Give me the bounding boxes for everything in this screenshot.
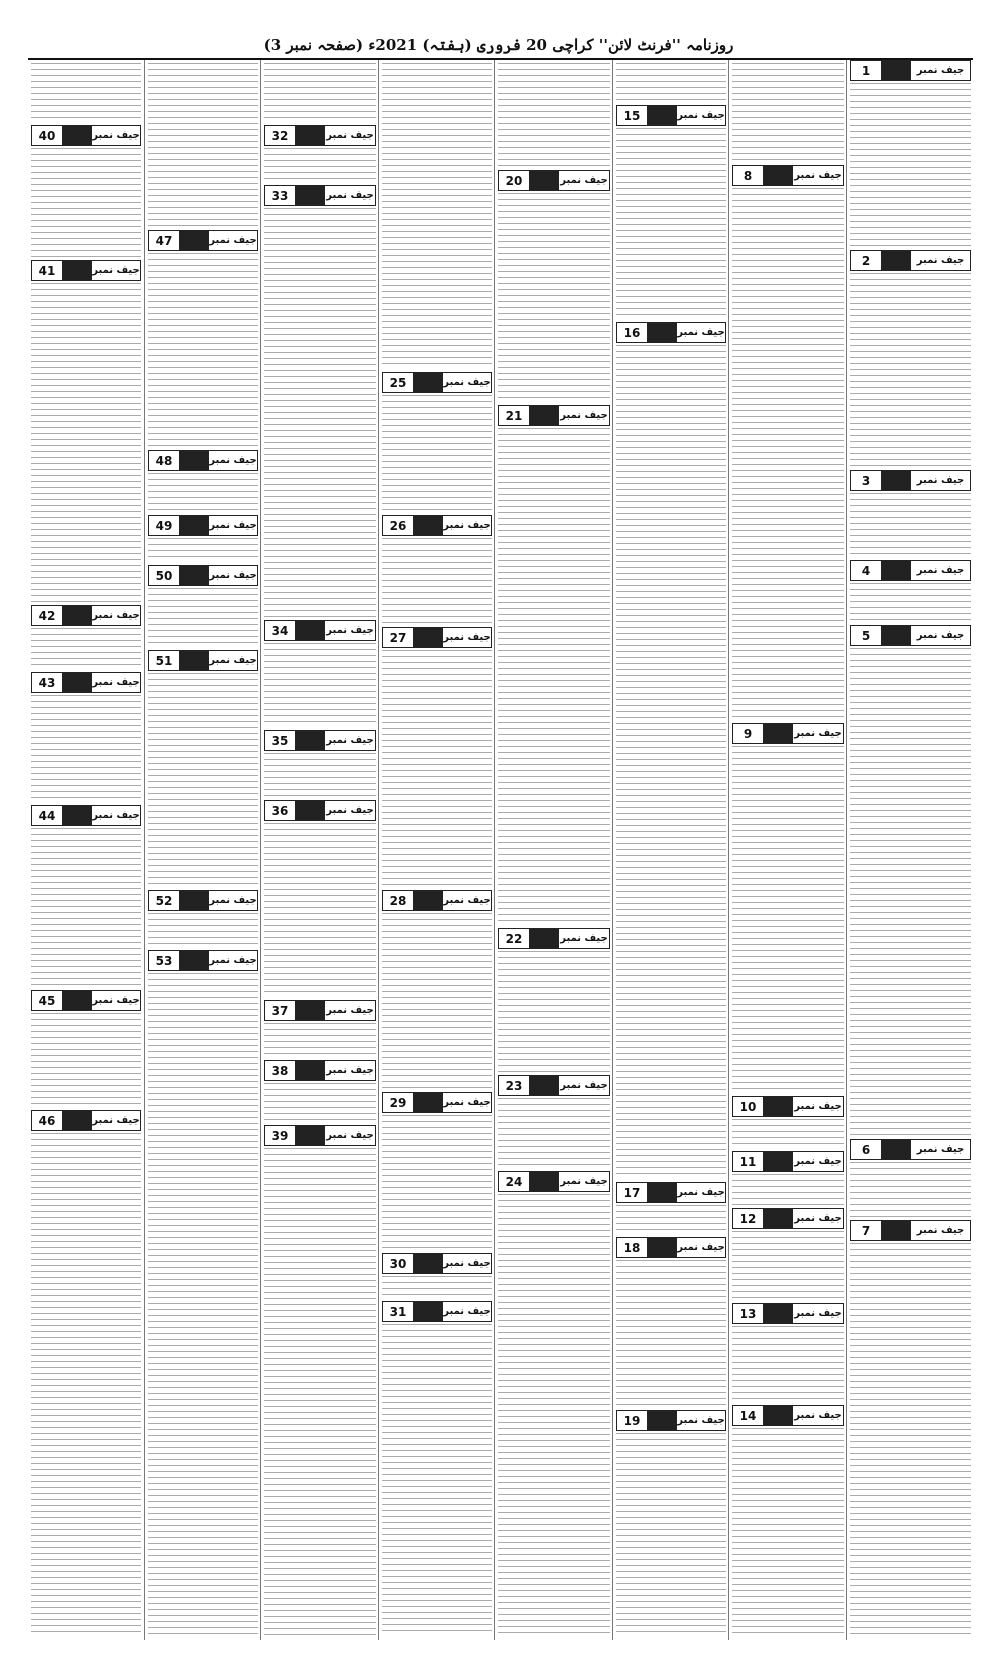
header-bar xyxy=(413,891,443,910)
notice-label: جیف نمبر xyxy=(443,1258,491,1269)
notice-label: جیف نمبر xyxy=(209,570,257,581)
notice-number: 3 xyxy=(861,473,871,488)
notice-label: جیف نمبر xyxy=(677,327,725,338)
notice-header-49 xyxy=(148,515,258,536)
text-block xyxy=(264,1083,376,1122)
header-bar xyxy=(62,606,92,625)
text-block xyxy=(264,63,376,122)
header-bar xyxy=(763,1406,793,1425)
header-bar xyxy=(763,166,793,185)
column-1 xyxy=(28,60,144,1640)
notice-label: جیف نمبر xyxy=(916,1225,965,1236)
notice-label: جیف نمبر xyxy=(209,655,257,666)
notice-header-6 xyxy=(850,1139,971,1160)
notice-label: جیف نمبر xyxy=(677,110,725,121)
notice-number: 6 xyxy=(861,1142,871,1157)
notice-number: 46 xyxy=(38,1113,56,1128)
notice-header-40 xyxy=(31,125,141,146)
notice-number: 52 xyxy=(155,893,173,908)
notice-number: 26 xyxy=(389,518,407,533)
text-block xyxy=(264,1023,376,1057)
column-6 xyxy=(612,60,729,1640)
notice-label: جیف نمبر xyxy=(326,625,374,636)
notice-label: جیف نمبر xyxy=(916,475,965,486)
notice-header-13 xyxy=(732,1303,844,1324)
text-block xyxy=(31,148,141,257)
header-bar xyxy=(881,561,911,580)
notice-number: 50 xyxy=(155,568,173,583)
notice-number: 33 xyxy=(271,188,289,203)
text-block xyxy=(498,193,610,402)
text-block xyxy=(732,1174,844,1205)
header-bar xyxy=(62,126,92,145)
notice-number: 16 xyxy=(623,325,641,340)
notice-header-48 xyxy=(148,450,258,471)
text-block xyxy=(31,628,141,669)
header-bar xyxy=(179,451,209,470)
text-block xyxy=(850,83,971,247)
notice-header-29 xyxy=(382,1092,492,1113)
text-block xyxy=(31,1013,141,1107)
notice-number: 31 xyxy=(389,1304,407,1319)
notice-number: 51 xyxy=(155,653,173,668)
notice-label: جیف نمبر xyxy=(794,1213,842,1224)
text-block xyxy=(616,128,726,319)
notice-label: جیف نمبر xyxy=(916,630,965,641)
header-bar xyxy=(647,1411,677,1430)
text-block xyxy=(616,345,726,1179)
notice-label: جیف نمبر xyxy=(92,1115,140,1126)
text-block xyxy=(732,63,844,162)
notice-header-20 xyxy=(498,170,610,191)
notice-header-28 xyxy=(382,890,492,911)
notice-header-11 xyxy=(732,1151,844,1172)
notice-label: جیف نمبر xyxy=(560,410,608,421)
notice-number: 45 xyxy=(38,993,56,1008)
text-block xyxy=(31,283,141,602)
notice-label: جیف نمبر xyxy=(209,235,257,246)
header-bar xyxy=(881,471,911,490)
notice-number: 35 xyxy=(271,733,289,748)
text-block xyxy=(850,1243,971,1635)
notice-header-26 xyxy=(382,515,492,536)
notice-header-33 xyxy=(264,185,376,206)
notice-header-39 xyxy=(264,1125,376,1146)
header-bar xyxy=(413,516,443,535)
notice-header-10 xyxy=(732,1096,844,1117)
notice-number: 4 xyxy=(861,563,871,578)
notice-header-53 xyxy=(148,950,258,971)
notice-number: 44 xyxy=(38,808,56,823)
columns-area xyxy=(28,60,973,1640)
text-block xyxy=(498,1098,610,1168)
notice-header-36 xyxy=(264,800,376,821)
notice-label: جیف نمبر xyxy=(916,255,965,266)
notice-number: 21 xyxy=(505,408,523,423)
notice-number: 40 xyxy=(38,128,56,143)
column-3 xyxy=(260,60,379,1640)
text-block xyxy=(498,951,610,1072)
notice-header-34 xyxy=(264,620,376,641)
header-bar xyxy=(529,929,559,948)
notice-label: جیف نمبر xyxy=(443,520,491,531)
notice-header-47 xyxy=(148,230,258,251)
text-block xyxy=(616,1205,726,1234)
header-bar xyxy=(179,231,209,250)
header-bar xyxy=(413,1302,443,1321)
notice-number: 8 xyxy=(743,168,753,183)
notice-number: 12 xyxy=(739,1211,757,1226)
notice-header-22 xyxy=(498,928,610,949)
notice-header-7 xyxy=(850,1220,971,1241)
text-block xyxy=(264,148,376,182)
header-bar xyxy=(529,1076,559,1095)
notice-header-1 xyxy=(850,60,971,81)
text-block xyxy=(382,63,492,369)
header-bar xyxy=(413,1093,443,1112)
header-bar xyxy=(763,1152,793,1171)
notice-number: 5 xyxy=(861,628,871,643)
notice-number: 49 xyxy=(155,518,173,533)
text-block xyxy=(148,473,258,512)
notice-header-5 xyxy=(850,625,971,646)
text-block xyxy=(382,1115,492,1250)
header-bar xyxy=(763,1097,793,1116)
notice-number: 20 xyxy=(505,173,523,188)
notice-header-17 xyxy=(616,1182,726,1203)
header-bar xyxy=(295,621,325,640)
header-bar xyxy=(881,1221,911,1240)
text-block xyxy=(31,1133,141,1635)
column-8 xyxy=(846,60,974,1640)
notice-label: جیف نمبر xyxy=(794,728,842,739)
notice-number: 15 xyxy=(623,108,641,123)
column-7 xyxy=(728,60,847,1640)
notice-header-9 xyxy=(732,723,844,744)
text-block xyxy=(264,753,376,797)
header-bar xyxy=(295,731,325,750)
notice-header-15 xyxy=(616,105,726,126)
notice-number: 29 xyxy=(389,1095,407,1110)
text-block xyxy=(148,253,258,447)
notice-label: جیف نمبر xyxy=(560,1080,608,1091)
header-bar xyxy=(295,801,325,820)
notice-number: 23 xyxy=(505,1078,523,1093)
header-bar xyxy=(529,406,559,425)
notice-number: 24 xyxy=(505,1174,523,1189)
notice-label: جیف نمبر xyxy=(92,677,140,688)
notice-header-3 xyxy=(850,470,971,491)
header-bar xyxy=(62,1111,92,1130)
notice-label: جیف نمبر xyxy=(794,1101,842,1112)
header-bar xyxy=(413,373,443,392)
header-bar xyxy=(647,323,677,342)
notice-label: جیف نمبر xyxy=(443,1097,491,1108)
notice-number: 37 xyxy=(271,1003,289,1018)
notice-label: جیف نمبر xyxy=(560,175,608,186)
header-bar xyxy=(647,1183,677,1202)
notice-label: جیف نمبر xyxy=(209,455,257,466)
notice-header-43 xyxy=(31,672,141,693)
text-block xyxy=(498,63,610,167)
notice-label: جیف نمبر xyxy=(560,1176,608,1187)
notice-header-12 xyxy=(732,1208,844,1229)
notice-number: 39 xyxy=(271,1128,289,1143)
notice-number: 47 xyxy=(155,233,173,248)
notice-number: 30 xyxy=(389,1256,407,1271)
notice-label: جیف نمبر xyxy=(326,735,374,746)
header-bar xyxy=(647,106,677,125)
header-bar xyxy=(413,1254,443,1273)
notice-header-38 xyxy=(264,1060,376,1081)
notice-header-42 xyxy=(31,605,141,626)
header-bar xyxy=(62,806,92,825)
notice-header-45 xyxy=(31,990,141,1011)
notice-label: جیف نمبر xyxy=(92,265,140,276)
notice-number: 43 xyxy=(38,675,56,690)
notice-number: 42 xyxy=(38,608,56,623)
text-block xyxy=(148,673,258,887)
text-block xyxy=(31,828,141,987)
header-bar xyxy=(881,61,911,80)
notice-header-21 xyxy=(498,405,610,426)
notice-label: جیف نمبر xyxy=(92,130,140,141)
notice-number: 11 xyxy=(739,1154,757,1169)
notice-header-31 xyxy=(382,1301,492,1322)
header-bar xyxy=(295,126,325,145)
text-block xyxy=(382,1324,492,1635)
notice-label: جیف نمبر xyxy=(794,1156,842,1167)
text-block xyxy=(264,208,376,617)
header-bar xyxy=(179,566,209,585)
notice-label: جیف نمبر xyxy=(794,170,842,181)
text-block xyxy=(382,538,492,624)
text-block xyxy=(850,273,971,467)
notice-header-32 xyxy=(264,125,376,146)
notice-number: 41 xyxy=(38,263,56,278)
header-bar xyxy=(413,628,443,647)
notice-number: 38 xyxy=(271,1063,289,1078)
notice-label: جیف نمبر xyxy=(794,1308,842,1319)
notice-label: جیف نمبر xyxy=(326,1005,374,1016)
text-block xyxy=(148,913,258,947)
text-block xyxy=(264,1148,376,1635)
notice-number: 2 xyxy=(861,253,871,268)
header-bar xyxy=(295,1061,325,1080)
notice-label: جیف نمبر xyxy=(677,1242,725,1253)
text-block xyxy=(382,650,492,887)
text-block xyxy=(382,1276,492,1298)
text-block xyxy=(732,1428,844,1635)
notice-number: 22 xyxy=(505,931,523,946)
text-block xyxy=(382,395,492,512)
text-block xyxy=(732,1119,844,1148)
notice-number: 13 xyxy=(739,1306,757,1321)
column-4 xyxy=(378,60,495,1640)
text-block xyxy=(264,643,376,727)
notice-label: جیف نمبر xyxy=(677,1415,725,1426)
text-block xyxy=(498,1194,610,1635)
header-bar xyxy=(881,626,911,645)
notice-header-44 xyxy=(31,805,141,826)
text-block xyxy=(382,913,492,1089)
notice-label: جیف نمبر xyxy=(209,955,257,966)
notice-header-19 xyxy=(616,1410,726,1431)
text-block xyxy=(850,493,971,557)
notice-label: جیف نمبر xyxy=(443,1306,491,1317)
notice-label: جیف نمبر xyxy=(443,377,491,388)
header-bar xyxy=(179,516,209,535)
notice-header-8 xyxy=(732,165,844,186)
notice-header-16 xyxy=(616,322,726,343)
notice-label: جیف نمبر xyxy=(916,65,965,76)
text-block xyxy=(850,583,971,622)
text-block xyxy=(148,63,258,227)
notice-label: جیف نمبر xyxy=(326,805,374,816)
header-bar xyxy=(763,1304,793,1323)
notice-number: 36 xyxy=(271,803,289,818)
notice-header-14 xyxy=(732,1405,844,1426)
notice-label: جیف نمبر xyxy=(92,610,140,621)
notice-number: 1 xyxy=(861,63,871,78)
notice-header-24 xyxy=(498,1171,610,1192)
notice-number: 53 xyxy=(155,953,173,968)
notice-label: جیف نمبر xyxy=(209,895,257,906)
text-block xyxy=(732,1326,844,1402)
text-block xyxy=(616,63,726,102)
notice-number: 17 xyxy=(623,1185,641,1200)
notice-header-23 xyxy=(498,1075,610,1096)
notice-label: جیف نمبر xyxy=(916,1144,965,1155)
notice-label: جیف نمبر xyxy=(916,565,965,576)
header-bar xyxy=(763,724,793,743)
notice-number: 32 xyxy=(271,128,289,143)
header-bar xyxy=(179,951,209,970)
notice-number: 7 xyxy=(861,1223,871,1238)
header-bar xyxy=(295,1001,325,1020)
column-5 xyxy=(494,60,613,1640)
notice-header-25 xyxy=(382,372,492,393)
notice-number: 27 xyxy=(389,630,407,645)
notice-header-41 xyxy=(31,260,141,281)
notice-label: جیف نمبر xyxy=(560,933,608,944)
notice-label: جیف نمبر xyxy=(443,632,491,643)
notice-label: جیف نمبر xyxy=(326,190,374,201)
header-bar xyxy=(295,1126,325,1145)
header-bar xyxy=(62,673,92,692)
notice-number: 25 xyxy=(389,375,407,390)
text-block xyxy=(732,188,844,720)
notice-number: 48 xyxy=(155,453,173,468)
text-block xyxy=(732,1231,844,1300)
notice-header-46 xyxy=(31,1110,141,1131)
header-bar xyxy=(881,251,911,270)
column-2 xyxy=(144,60,261,1640)
notice-header-2 xyxy=(850,250,971,271)
notice-label: جیف نمبر xyxy=(209,520,257,531)
text-block xyxy=(31,695,141,802)
notice-number: 34 xyxy=(271,623,289,638)
text-block xyxy=(616,1433,726,1635)
header-bar xyxy=(295,186,325,205)
header-bar xyxy=(529,1172,559,1191)
text-block xyxy=(498,428,610,925)
notice-label: جیف نمبر xyxy=(326,1130,374,1141)
notice-number: 9 xyxy=(743,726,753,741)
notice-header-50 xyxy=(148,565,258,586)
notice-label: جیف نمبر xyxy=(326,1065,374,1076)
notice-label: جیف نمبر xyxy=(794,1410,842,1421)
notice-number: 18 xyxy=(623,1240,641,1255)
text-block xyxy=(264,823,376,997)
text-block xyxy=(148,973,258,1635)
notice-header-4 xyxy=(850,560,971,581)
notice-header-51 xyxy=(148,650,258,671)
header-bar xyxy=(62,261,92,280)
text-block xyxy=(148,538,258,562)
notice-header-18 xyxy=(616,1237,726,1258)
header-bar xyxy=(179,891,209,910)
notice-label: جیف نمبر xyxy=(326,130,374,141)
notice-number: 10 xyxy=(739,1099,757,1114)
notice-number: 14 xyxy=(739,1408,757,1423)
header-bar xyxy=(529,171,559,190)
notice-header-27 xyxy=(382,627,492,648)
text-block xyxy=(616,1260,726,1407)
notice-label: جیف نمبر xyxy=(92,810,140,821)
notice-number: 19 xyxy=(623,1413,641,1428)
notice-label: جیف نمبر xyxy=(92,995,140,1006)
text-block xyxy=(148,588,258,647)
header-bar xyxy=(62,991,92,1010)
notice-label: جیف نمبر xyxy=(443,895,491,906)
notice-label: جیف نمبر xyxy=(677,1187,725,1198)
text-block xyxy=(850,1162,971,1217)
notice-header-37 xyxy=(264,1000,376,1021)
notice-header-52 xyxy=(148,890,258,911)
header-bar xyxy=(179,651,209,670)
notice-header-35 xyxy=(264,730,376,751)
text-block xyxy=(31,63,141,122)
header-bar xyxy=(763,1209,793,1228)
text-block xyxy=(732,746,844,1093)
notice-header-30 xyxy=(382,1253,492,1274)
header-bar xyxy=(881,1140,911,1159)
masthead: روزنامہ ''فرنٹ لائن'' کراچی 20 فروری (ہفتہ) 2021ء (صفحہ نمبر 3) xyxy=(263,36,734,54)
header-bar xyxy=(647,1238,677,1257)
text-block xyxy=(850,648,971,1136)
notice-number: 28 xyxy=(389,893,407,908)
